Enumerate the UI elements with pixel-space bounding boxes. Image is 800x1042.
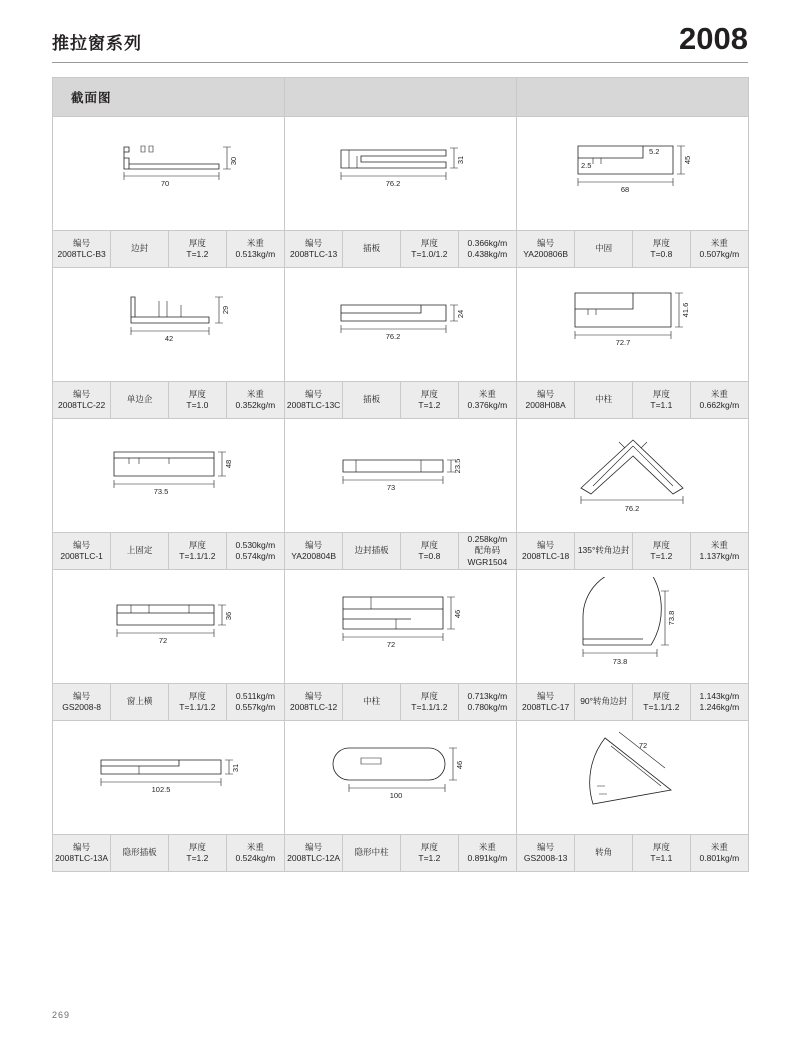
spec-wt-r2c1: 米重 0.352kg/m — [226, 382, 284, 418]
profile-table — [52, 77, 749, 872]
table-header-row — [53, 78, 749, 117]
spec-wt-r4c1: 0.511kg/m 0.557kg/m — [226, 684, 284, 720]
spec-cell-r4c3 — [517, 684, 749, 721]
dim-width-r4c1: 72 — [158, 635, 167, 645]
dim-width-r4c2: 72 — [386, 639, 395, 649]
spec-code-r2c3: 编号 2008H08A — [517, 382, 575, 418]
spec-cell-r2c1 — [53, 382, 285, 419]
spec-cell-r3c3 — [517, 533, 749, 570]
spec-wt-r4c2: 0.713kg/m 0.780kg/m — [458, 684, 516, 720]
spec-name-r5c1: 隐形插板 — [111, 835, 169, 871]
dim-width-r1c1: 70 — [160, 178, 169, 188]
figure-cell-r5c2 — [285, 721, 517, 835]
spec-code-r4c2: 编号 2008TLC-12 — [285, 684, 343, 720]
series-number: 2008 — [679, 21, 748, 56]
spec-cell-r2c2 — [285, 382, 517, 419]
spec-thk-r4c3: 厚度 T=1.1/1.2 — [633, 684, 691, 720]
spec-name-r2c2: 插板 — [343, 382, 401, 418]
dim-height-r1c2: 31 — [455, 155, 465, 164]
spec-wt-r5c3: 米重 0.801kg/m — [690, 835, 748, 871]
figure-row-1 — [53, 117, 749, 231]
spec-cell-r4c1 — [53, 684, 285, 721]
spec-wt-r1c2: 0.366kg/m 0.438kg/m — [458, 231, 516, 267]
spec-name-r5c3: 转角 — [575, 835, 633, 871]
spec-thk-r1c1: 厚度 T=1.2 — [169, 231, 227, 267]
spec-name-r4c3: 90°转角边封 — [575, 684, 633, 720]
dim-width-r1c2: 76.2 — [385, 178, 400, 188]
figure-row-2 — [53, 268, 749, 382]
figure-cell-r4c2 — [285, 570, 517, 684]
spec-name-r2c1: 单边企 — [111, 382, 169, 418]
spec-code-r2c1: 编号 2008TLC-22 — [53, 382, 111, 418]
header-divider — [52, 62, 748, 63]
dim-width-r5c1: 102.5 — [151, 784, 170, 794]
figure-cell-r2c2 — [285, 268, 517, 382]
spec-thk-r1c3: 厚度 T=0.8 — [633, 231, 691, 267]
spec-thk-r1c2: 厚度 T=1.0/1.2 — [401, 231, 459, 267]
figure-cell-r5c3 — [517, 721, 749, 835]
spec-code-r1c2: 编号 2008TLC-13 — [285, 231, 343, 267]
spec-cell-r1c1 — [53, 231, 285, 268]
dim-width-r5c2: 100 — [389, 790, 402, 800]
spec-thk-r5c2: 厚度 T=1.2 — [401, 835, 459, 871]
dim-width-r3c3: 76.2 — [624, 503, 639, 513]
dim-width-r5c3: 72 — [638, 740, 647, 750]
dim-height-r4c1: 36 — [223, 611, 233, 620]
spec-cell-r3c1 — [53, 533, 285, 570]
figure-cell-r3c2 — [285, 419, 517, 533]
spec-cell-r4c2 — [285, 684, 517, 721]
spec-code-r5c2: 编号 2008TLC-12A — [285, 835, 343, 871]
table-header-label: 截面图 — [71, 91, 112, 105]
dim-width-r4c3: 73.8 — [612, 656, 627, 666]
spec-code-r3c3: 编号 2008TLC-18 — [517, 533, 575, 569]
figure-row-4 — [53, 570, 749, 684]
figure-cell-r4c1 — [53, 570, 285, 684]
spec-thk-r5c3: 厚度 T=1.1 — [633, 835, 691, 871]
spec-name-r3c3: 135°转角边封 — [575, 533, 633, 569]
spec-wt-r3c2: 0.258kg/m 配角码WGR1504 — [458, 533, 516, 569]
dim-height-r3c1: 48 — [223, 459, 233, 468]
spec-code-r2c2: 编号 2008TLC-13C — [285, 382, 343, 418]
dim-width-r3c2: 73 — [386, 482, 395, 492]
spec-code-r1c1: 编号 2008TLC-B3 — [53, 231, 111, 267]
spec-thk-r5c1: 厚度 T=1.2 — [169, 835, 227, 871]
spec-wt-r4c3: 1.143kg/m 1.246kg/m — [690, 684, 748, 720]
spec-name-r4c1: 窗上横 — [111, 684, 169, 720]
dim-width-r2c3: 72.7 — [615, 337, 630, 347]
spec-name-r1c2: 插板 — [343, 231, 401, 267]
spec-code-r5c1: 编号 2008TLC-13A — [53, 835, 111, 871]
figure-row-5 — [53, 721, 749, 835]
spec-wt-r1c1: 米重 0.513kg/m — [226, 231, 284, 267]
dim-height-r5c1: 31 — [230, 763, 240, 772]
spec-thk-r4c1: 厚度 T=1.1/1.2 — [169, 684, 227, 720]
spec-thk-r2c2: 厚度 T=1.2 — [401, 382, 459, 418]
spec-cell-r5c2 — [285, 835, 517, 872]
dim-height-r2c3: 41.6 — [680, 302, 690, 317]
spec-code-r4c3: 编号 2008TLC-17 — [517, 684, 575, 720]
dim-extra1-r1c3: 5.2 — [648, 146, 659, 156]
spec-thk-r2c3: 厚度 T=1.1 — [633, 382, 691, 418]
spec-thk-r3c1: 厚度 T=1.1/1.2 — [169, 533, 227, 569]
spec-name-r1c3: 中固 — [575, 231, 633, 267]
spec-wt-r3c1: 0.530kg/m 0.574kg/m — [226, 533, 284, 569]
figure-cell-r1c2 — [285, 117, 517, 231]
page-footer: 269 — [52, 1010, 71, 1020]
dim-width-r2c1: 42 — [164, 333, 173, 343]
figure-cell-r4c3 — [517, 570, 749, 684]
spec-name-r1c1: 边封 — [111, 231, 169, 267]
spec-wt-r5c1: 米重 0.524kg/m — [226, 835, 284, 871]
spec-name-r3c1: 上固定 — [111, 533, 169, 569]
dim-height-r3c2: 23.5 — [452, 458, 462, 473]
figure-cell-r2c1 — [53, 268, 285, 382]
figure-cell-r3c1 — [53, 419, 285, 533]
table-header-cell-section — [53, 78, 285, 117]
spec-cell-r5c3 — [517, 835, 749, 872]
spec-thk-r3c2: 厚度 T=0.8 — [401, 533, 459, 569]
page-title: 推拉窗系列 — [52, 34, 142, 53]
spec-wt-r1c3: 米重 0.507kg/m — [690, 231, 748, 267]
spec-cell-r1c2 — [285, 231, 517, 268]
spec-thk-r4c2: 厚度 T=1.1/1.2 — [401, 684, 459, 720]
figure-cell-r2c3 — [517, 268, 749, 382]
dim-height-r4c2: 46 — [452, 609, 462, 618]
spec-row-1 — [53, 231, 749, 268]
spec-name-r3c2: 边封插板 — [343, 533, 401, 569]
spec-wt-r3c3: 米重 1.137kg/m — [690, 533, 748, 569]
spec-code-r5c3: 编号 GS2008-13 — [517, 835, 575, 871]
dim-height-r5c2: 46 — [454, 760, 464, 769]
spec-wt-r5c2: 米重 0.891kg/m — [458, 835, 516, 871]
spec-name-r4c2: 中柱 — [343, 684, 401, 720]
spec-row-5 — [53, 835, 749, 872]
dim-width-r3c1: 73.5 — [153, 486, 168, 496]
spec-code-r3c1: 编号 2008TLC-1 — [53, 533, 111, 569]
figure-cell-r5c1 — [53, 721, 285, 835]
spec-code-r1c3: 编号 YA200806B — [517, 231, 575, 267]
table-header-cell-3 — [517, 78, 749, 117]
dim-height-r2c1: 29 — [220, 305, 230, 314]
spec-row-3 — [53, 533, 749, 570]
spec-cell-r1c3 — [517, 231, 749, 268]
figure-cell-r3c3 — [517, 419, 749, 533]
spec-thk-r2c1: 厚度 T=1.0 — [169, 382, 227, 418]
spec-row-2 — [53, 382, 749, 419]
spec-thk-r3c3: 厚度 T=1.2 — [633, 533, 691, 569]
dim-height-r4c3: 73.8 — [666, 610, 676, 625]
spec-row-4 — [53, 684, 749, 721]
spec-code-r4c1: 编号 GS2008-8 — [53, 684, 111, 720]
spec-cell-r3c2 — [285, 533, 517, 570]
dim-width-r1c3: 68 — [620, 184, 629, 194]
figure-row-3 — [53, 419, 749, 533]
spec-cell-r5c1 — [53, 835, 285, 872]
figure-cell-r1c1 — [53, 117, 285, 231]
spec-wt-r2c3: 米重 0.662kg/m — [690, 382, 748, 418]
spec-code-r3c2: 编号 YA200804B — [285, 533, 343, 569]
spec-cell-r2c3 — [517, 382, 749, 419]
spec-wt-r2c2: 米重 0.376kg/m — [458, 382, 516, 418]
spec-name-r2c3: 中柱 — [575, 382, 633, 418]
spec-name-r5c2: 隐形中柱 — [343, 835, 401, 871]
dim-height-r1c1: 30 — [228, 156, 238, 165]
dim-height-r2c2: 24 — [455, 309, 465, 318]
table-header-cell-2 — [285, 78, 517, 117]
figure-cell-r1c3 — [517, 117, 749, 231]
dim-width-r2c2: 76.2 — [385, 331, 400, 341]
page-header — [52, 0, 748, 62]
dim-extra2-r1c3: 2.5 — [580, 160, 591, 170]
dim-height-r1c3: 45 — [682, 155, 692, 164]
